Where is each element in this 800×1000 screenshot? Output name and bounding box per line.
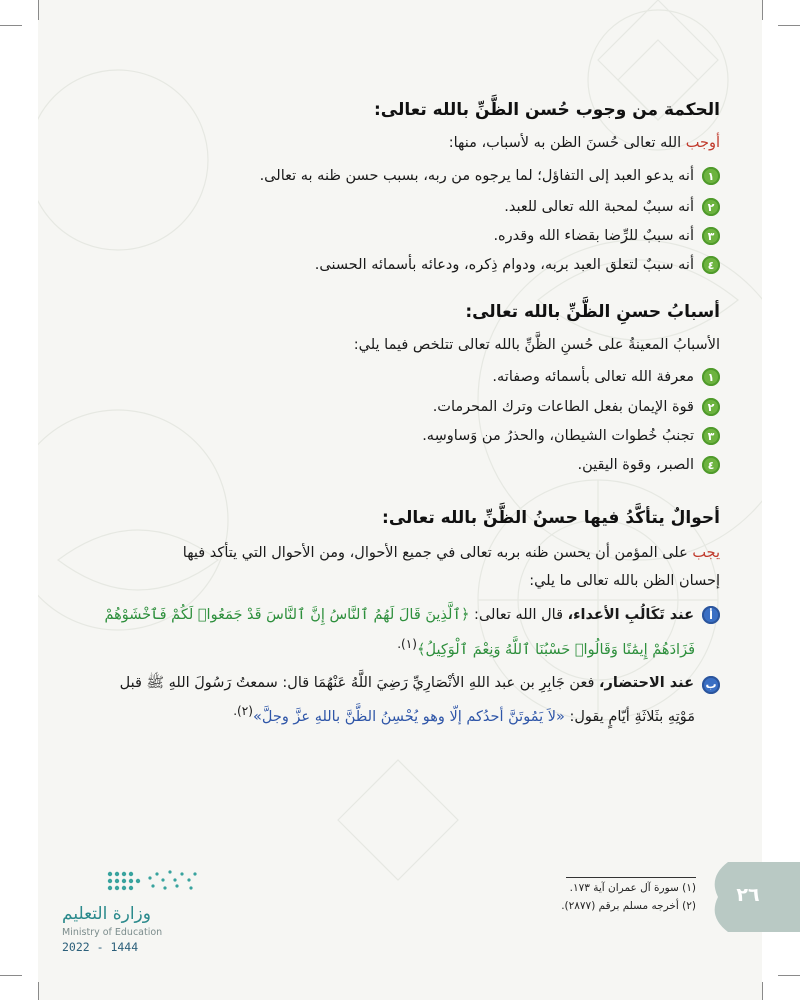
ministry-name-ar: وزارة التعليم: [62, 904, 151, 924]
number-badge: ١: [702, 167, 720, 185]
crop-mark: [38, 982, 39, 1000]
list-item-text: معرفة الله تعالى بأسمائه وصفاته.: [492, 369, 694, 385]
section-intro: [449, 135, 720, 151]
footnote-ref: (١).: [397, 637, 417, 651]
list-item: [493, 227, 720, 245]
number-badge: ٣: [702, 427, 720, 445]
case-intro: قال الله تعالى:: [469, 607, 568, 623]
list-item-text: تجنبُ خُطوات الشيطان، والحذرُ من وَساوسِه.: [422, 428, 694, 444]
list-item: [422, 427, 720, 445]
case-intro: فعن جَابِرِ بن عبد اللهِ الأنْصَارِيِّ رَضِيَ اللَّهُ عَنْهُمَا قال: سمعتُ رَسُولَ اللهِ ﷺ قبل: [119, 675, 600, 691]
list-item-text: أنه سببٌ لتعلق العبد بربه، ودوام ذِكره، ودعائه بأسمائه الحسنى.: [314, 257, 694, 273]
section-intro: الأسبابُ المعينةُ على حُسنِ الظَّنِّ بالله تعالى تتلخص فيما يلي:: [353, 337, 720, 353]
crop-mark: [0, 25, 22, 26]
crop-mark: [38, 0, 39, 20]
footnote: (١) سورة آل عمران آية ١٧٣.: [569, 882, 696, 894]
case-text: [120, 674, 694, 695]
list-item-text: أنه سببٌ للرِّضا بقضاء الله وقدره.: [493, 228, 694, 244]
intro-text: على المؤمن أن يحسن ظنه بربه تعالى في جميع الأحوال، ومن الأحوال التي يتأكد فيها: [182, 545, 693, 561]
case-title: عند تَكَالُبِ الأعداء،: [567, 607, 694, 623]
list-item-text: الصبر، وقوة اليقين.: [577, 457, 694, 473]
page-number: ٢٦: [736, 884, 760, 906]
list-item-text: أنه يدعو العبد إلى التفاؤل؛ لما يرجوه من ربه، بسبب حسن ظنه به تعالى.: [259, 168, 694, 184]
crop-mark: [762, 982, 763, 1000]
list-item: [260, 167, 720, 185]
number-badge: ١: [702, 368, 720, 386]
letter-badge: ب: [702, 676, 720, 694]
intro-highlight: يجب: [692, 545, 720, 561]
hadith-text: «لاَ يَمُوتَنَّ أحدُكم إلّا وهو يُحْسِنُ الظَّنَّ باللهِ عزَّ وجلَّ»: [253, 708, 565, 725]
section-heading: الحكمة من وجوب حُسن الظَّنِّ بالله تعالى:: [373, 100, 720, 120]
section-intro: [183, 545, 720, 561]
crop-mark: [778, 975, 800, 976]
list-item: [492, 368, 720, 386]
number-badge: ٤: [702, 256, 720, 274]
hadith-intro: مَوْتِهِ بثَلاثَةِ أيّامٍ يقول:: [564, 708, 695, 725]
number-badge: ٢: [702, 198, 720, 216]
list-item-text: أنه سببٌ لمحبة الله تعالى للعبد.: [504, 199, 694, 215]
intro-highlight: أوجب: [685, 135, 720, 151]
quran-verse-line2-row: [397, 637, 695, 658]
case-text: [104, 607, 694, 623]
ministry-name-en: Ministry of Education: [62, 927, 163, 938]
list-item: [578, 456, 721, 474]
crop-mark: [778, 25, 800, 26]
section-heading: أحوالٌ يتأكَّدُ فيها حسنُ الظَّنِّ بالله تعالى:: [382, 508, 720, 528]
section-intro-line2: إحسان الظن بالله تعالى ما يلي:: [529, 573, 720, 589]
number-badge: ٣: [702, 227, 720, 245]
list-item: [433, 398, 720, 416]
number-badge: ٤: [702, 456, 720, 474]
footnote-separator: [566, 877, 696, 878]
crop-mark: [762, 0, 763, 20]
footnote-ref: (٢).: [233, 704, 253, 718]
crop-mark: [0, 975, 22, 976]
footnote: (٢) أخرجه مسلم برقم (٢٨٧٧).: [561, 900, 696, 912]
case-item-a: [104, 606, 720, 624]
number-badge: ٢: [702, 398, 720, 416]
letter-badge: أ: [702, 606, 720, 624]
quran-verse-line1: ﴿ٱلَّذِينَ قَالَ لَهُمُ ٱلنَّاسُ إِنَّ ٱلنَّاسَ قَدْ جَمَعُوا۟ لَكُمْ فَٱخْشَوْهُمْ: [104, 607, 470, 623]
case-title: عند الاحتضار،: [599, 675, 694, 691]
ministry-dots-logo-icon: [105, 866, 200, 896]
list-item: [315, 256, 720, 274]
list-item: [504, 198, 720, 216]
intro-text: الله تعالى حُسنَ الظن به لأسباب، منها:: [448, 135, 686, 151]
hadith-row: [233, 704, 695, 725]
case-item-b: [120, 674, 720, 695]
section-heading: أسبابُ حسنِ الظَّنِّ بالله تعالى:: [465, 302, 720, 322]
list-item-text: قوة الإيمان بفعل الطاعات وترك المحرمات.: [432, 399, 694, 415]
ministry-year: 2022 - 1444: [62, 940, 139, 954]
quran-verse-line2: فَزَادَهُمْ إِيمَٰنًا وَقَالُوا۟ حَسْبُنَا ٱللَّهُ وَنِعْمَ ٱلْوَكِيلُ﴾: [417, 641, 695, 658]
